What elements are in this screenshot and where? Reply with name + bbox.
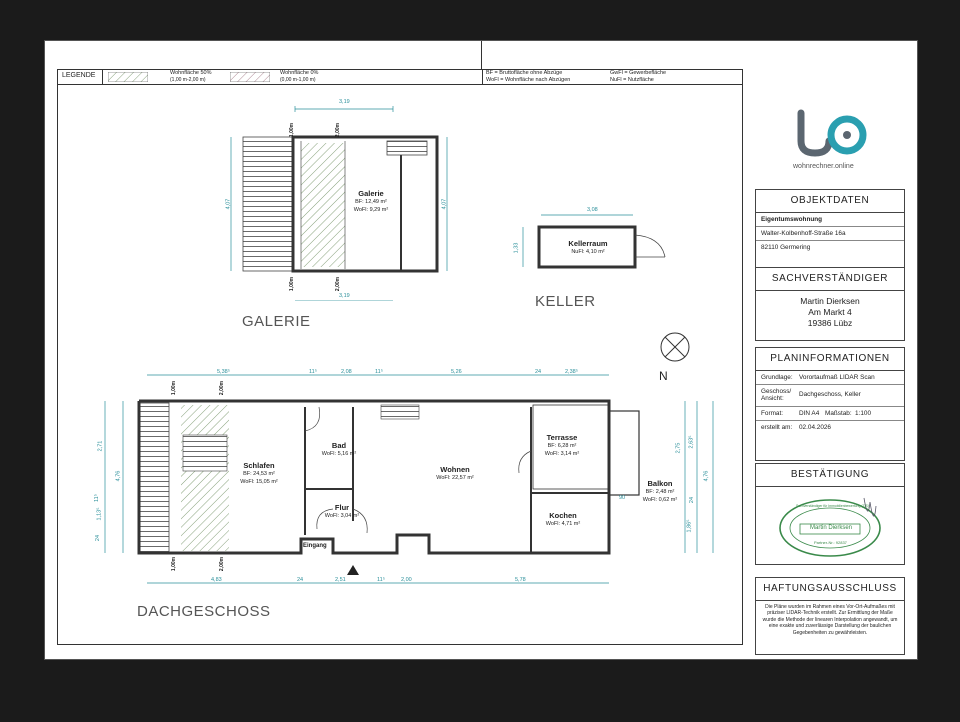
room-terrasse xyxy=(535,433,589,458)
stamp-line: Sachverständiger für Immobilienbewertung (ZIS) xyxy=(796,504,869,508)
room-kochen-name: Kochen xyxy=(549,511,577,520)
room-wohnen xyxy=(427,465,483,482)
sv-city: 19386 Lübz xyxy=(807,318,853,328)
planinfo-erstellt-label: erstellt am: xyxy=(761,424,793,431)
dg-dim-right-1: 2,75 xyxy=(675,442,682,454)
bestaetigung-title: BESTÄTIGUNG xyxy=(756,464,904,487)
galerie-room-name: Galerie xyxy=(358,189,384,198)
planinfo-format xyxy=(756,407,904,421)
dg-dim-bottom-3: 2,51 xyxy=(335,577,346,583)
planinfo-geschoss-label: Geschoss/ Ansicht: xyxy=(761,388,792,402)
legend-abbr-wofl: WoFl = Wohnfläche nach Abzügen xyxy=(486,77,571,83)
dg-dim-top-6: 24 xyxy=(535,369,542,375)
planinfo-format-label: Format: xyxy=(761,410,784,417)
objektdaten-street: Walter-Kolbenhoff-Straße 16a xyxy=(756,227,904,241)
legend-swatch-50 xyxy=(108,72,148,82)
galerie-height-2: 2,00m xyxy=(335,122,342,138)
keller-title: KELLER xyxy=(535,293,596,310)
legend-abbr-gwfl: GwFl = Gewerbefläche xyxy=(610,70,667,76)
galerie-title: GALERIE xyxy=(242,313,311,330)
legend-item1: Wohnfläche 50% xyxy=(170,70,212,76)
logo-mark-icon xyxy=(775,101,895,161)
keller-room-name: Kellerraum xyxy=(568,239,608,248)
dg-dim-top-1: 5,38⁵ xyxy=(217,369,230,375)
room-bad xyxy=(313,441,365,458)
planinfo-grundlage xyxy=(756,371,904,385)
galerie-wofl: WoFl: 9,29 m² xyxy=(353,207,389,213)
room-schlafen-name: Schlafen xyxy=(243,461,275,470)
dg-dim-right-2: 2,63⁵ xyxy=(688,435,695,449)
dg-dim-left-3: 1,13⁵ xyxy=(96,507,103,521)
bestaetigung-box xyxy=(755,463,905,565)
planinfo-title: PLANINFORMATIONEN xyxy=(756,348,904,371)
planinfo-massstab-value: 1:100 xyxy=(855,410,871,417)
legend-swatch-0 xyxy=(230,72,270,82)
room-schlafen xyxy=(231,461,287,486)
planinfo-format-value: DIN A4 xyxy=(799,410,820,417)
haftung-title: HAFTUNGSAUSSCHLUSS xyxy=(756,578,904,601)
keller-dim-top: 3,08 xyxy=(587,207,598,213)
top-divider xyxy=(481,41,482,69)
galerie-bf: BF: 12,49 m² xyxy=(355,199,387,205)
dg-dim-left-5: 24 xyxy=(95,534,102,542)
legend-abbr-bf: BF = Bruttofläche ohne Abzüge xyxy=(486,70,563,76)
planinfo-erstellt xyxy=(756,421,904,434)
haftung-box xyxy=(755,577,905,655)
legend-item1-range: (1,00 m-2,00 m) xyxy=(170,77,206,83)
legend-item2-range: (0,00 m-1,00 m) xyxy=(280,77,316,83)
sachverstaendiger-box xyxy=(755,267,905,341)
planinfo-geschoss-value: Dachgeschoss, Keller xyxy=(799,391,861,398)
room-flur-name: Flur xyxy=(334,503,350,512)
dg-dim-bottom-2: 24 xyxy=(297,577,304,583)
dg-dim-right-3: 4,76 xyxy=(703,470,710,482)
room-balkon-name: Balkon xyxy=(647,479,673,488)
planinfo-erstellt-value: 02.04.2026 xyxy=(799,424,831,431)
dg-dim-top-5: 5,26 xyxy=(451,369,462,375)
dg-dim-top-3: 2,08 xyxy=(341,369,352,375)
galerie-dim-left: 4,07 xyxy=(225,198,232,210)
dg-height-2: 2,00m xyxy=(219,380,226,396)
logo xyxy=(775,101,895,181)
legend-divider-2 xyxy=(482,70,483,84)
room-schlafen-v1: BF: 24,53 m² xyxy=(243,471,275,477)
dg-dim-right-5: 1,86⁵ xyxy=(686,519,693,533)
legend-bar xyxy=(57,69,743,85)
dg-dim-top-7: 2,38⁵ xyxy=(565,369,578,375)
objektdaten-type: Eigentumswohnung xyxy=(756,213,904,227)
galerie-height-1: 1,00m xyxy=(289,122,296,138)
north-label: N xyxy=(659,369,668,383)
room-balkon-v1: BF: 2,48 m² xyxy=(645,489,675,495)
room-wohnen-v1: WoFl: 22,57 m² xyxy=(436,475,474,481)
objektdaten-box xyxy=(755,189,905,269)
dg-dim-left-2: 4,76 xyxy=(115,470,122,482)
dg-dim-bottom-4: 11⁵ xyxy=(377,577,385,583)
keller-nufl: NuFl: 4,10 m² xyxy=(571,249,605,255)
dachgeschoss-plan xyxy=(101,361,721,591)
room-kochen-v1: WoFl: 4,71 m² xyxy=(545,521,581,527)
stamp-name: Martin Dierksen xyxy=(810,525,853,531)
room-wohnen-name: Wohnen xyxy=(440,465,470,474)
room-bad-v1: WoFl: 5,16 m² xyxy=(321,451,357,457)
dg-dim-top-4: 11⁵ xyxy=(375,369,383,375)
sv-street: Am Markt 4 xyxy=(808,307,852,317)
haftung-text: Die Pläne wurden im Rahmen eines Vor-Ort-Aufmaßes mit präziser LIDAR-Technik erstellt. Zur Ermittlung der Maße wurde die Methode der linearen Interpolation angewandt, um eine exakte und zuverlässige Darstellung der baulichen Gegebenheiten zu gewährleisten. xyxy=(762,604,898,636)
room-bad-name: Bad xyxy=(331,441,347,450)
room-flur xyxy=(317,503,367,520)
dg-height-1: 1,00m xyxy=(171,380,178,396)
planinfo-massstab-label: Maßstab: xyxy=(825,410,852,417)
dachgeschoss-title: DACHGESCHOSS xyxy=(137,603,271,620)
dg-dim-right-4: 24 xyxy=(689,496,696,504)
legend-divider xyxy=(102,70,103,84)
sachverstaendiger-title: SACHVERSTÄNDIGER xyxy=(756,268,904,291)
planinfo-box xyxy=(755,347,905,461)
galerie-height-4: 2,00m xyxy=(335,276,342,292)
dg-dim-bottom-6: 5,78 xyxy=(515,577,526,583)
galerie-room-label xyxy=(341,189,401,214)
planinfo-grundlage-value: Vorortaufmaß LIDAR Scan xyxy=(799,374,875,381)
plan-sheet xyxy=(44,40,918,660)
dg-dim-left-4: 11⁵ xyxy=(94,494,100,502)
legend-abbr-nufl: NuFl = Nutzfläche xyxy=(610,77,654,83)
room-balkon xyxy=(635,479,685,504)
stamp-partner: Partner-Nr.: 92837 xyxy=(814,540,847,545)
galerie-dim-bottom: 3,19 xyxy=(339,293,350,299)
compass-icon xyxy=(657,329,693,365)
dg-height-4: 2,00m xyxy=(219,556,226,572)
room-kochen xyxy=(537,511,589,528)
galerie-dim-right: 4,07 xyxy=(441,198,448,210)
room-terrasse-name: Terrasse xyxy=(546,433,578,442)
dg-dim-bottom-1: 4,83 xyxy=(211,577,222,583)
room-schlafen-v2: WoFl: 15,05 m² xyxy=(240,479,278,485)
legend-item2: Wohnfläche 0% xyxy=(280,70,319,76)
logo-text: wohnrechner.online xyxy=(793,163,854,170)
planinfo-geschoss xyxy=(756,385,904,407)
room-flur-v1: WoFl: 3,04 m² xyxy=(324,513,360,519)
entrance-label: Eingang xyxy=(303,543,327,549)
dg-dim-bottom-5: 2,00 xyxy=(401,577,412,583)
legend-title: LEGENDE xyxy=(62,72,96,79)
dg-dim-left-1: 2,71 xyxy=(97,440,104,452)
galerie-dim-top: 3,19 xyxy=(339,99,350,105)
objektdaten-city: 82110 Germering xyxy=(761,244,811,251)
room-balkon-v2: WoFl: 0,62 m² xyxy=(642,497,678,503)
room-terrasse-v1: BF: 6,28 m² xyxy=(547,443,577,449)
dg-dim-top-2: 11⁵ xyxy=(309,369,317,375)
room-terrasse-v2: WoFl: 3,14 m² xyxy=(544,451,580,457)
dg-height-3: 1,00m xyxy=(171,556,178,572)
keller-room-label xyxy=(557,239,619,256)
planinfo-grundlage-label: Grundlage: xyxy=(761,374,793,381)
objektdaten-title: OBJEKTDATEN xyxy=(756,190,904,213)
galerie-height-3: 1,00m xyxy=(289,276,296,292)
sv-name: Martin Dierksen xyxy=(800,296,860,306)
dg-dim-right-6: 90 xyxy=(619,495,626,501)
keller-dim-left: 1,33 xyxy=(513,242,520,254)
